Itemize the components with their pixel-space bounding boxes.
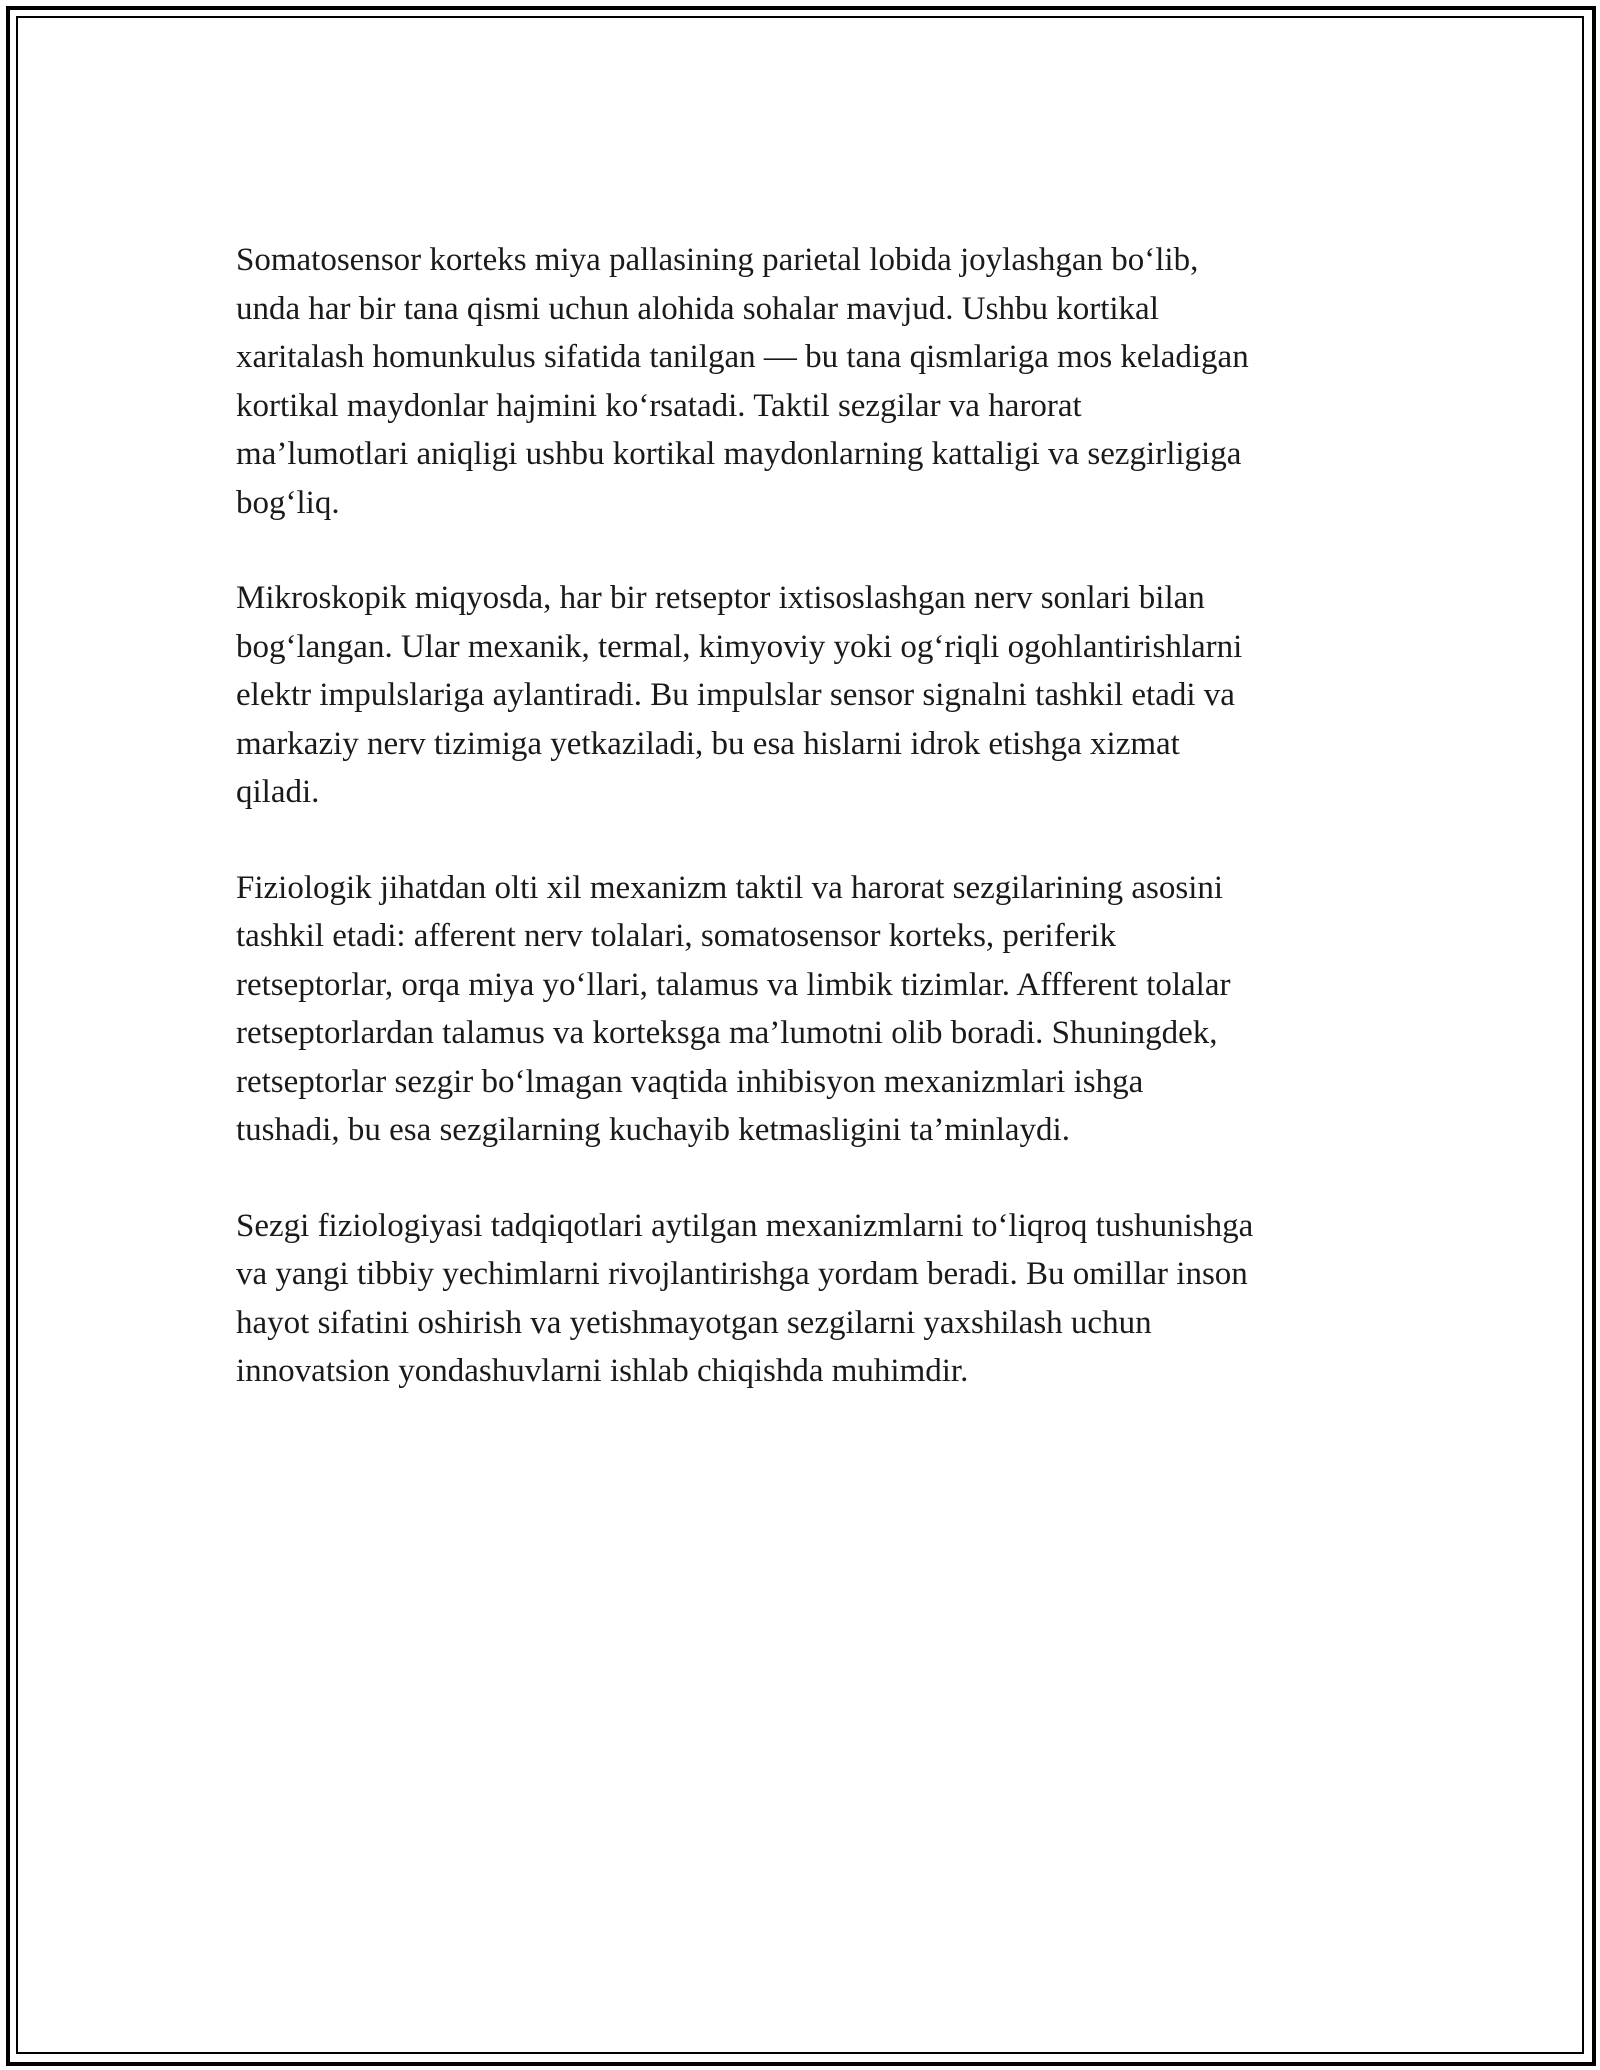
paragraph-line: markaziy nerv tizimiga yetkaziladi, bu esa hislarni idrok etishga xizmat — [236, 725, 1180, 762]
paragraph-line: qiladi. — [236, 774, 320, 810]
paragraph-line: Mikroskopik miqyosda, har bir retseptor ixtisoslashgan nerv sonlari bilan — [236, 580, 1205, 616]
paragraph-line: kortikal maydonlar hajmini ko‘rsatadi. Taktil sezgilar va harorat — [236, 387, 1082, 424]
paragraph-line: ma’lumotlari aniqligi ushbu kortikal maydonlarning kattaligi va sezgirligiga — [236, 436, 1242, 472]
paragraph-line: retseptorlar sezgir bo‘lmagan vaqtida inhibisyon mexanizmlari ishga — [236, 1063, 1144, 1100]
paragraph-3 — [236, 864, 1376, 1155]
paragraph-line: elektr impulslariga aylantiradi. Bu impulslar sensor signalni tashkil etadi va — [236, 677, 1235, 713]
paragraph-line: tushadi, bu esa sezgilarning kuchayib ketmasligini ta’minlaydi. — [236, 1112, 1070, 1148]
document-body — [236, 236, 1376, 1443]
paragraph-line: bog‘liq. — [236, 484, 340, 521]
paragraph-line: innovatsion yondashuvlarni ishlab chiqishda muhimdir. — [236, 1353, 969, 1389]
paragraph-line: bog‘langan. Ular mexanik, termal, kimyoviy yoki og‘riqli ogohlantirishlarni — [236, 628, 1243, 665]
paragraph-line: xaritalash homunkulus sifatida tanilgan — bu tana qismlariga mos keladigan — [236, 339, 1249, 375]
paragraph-line: retseptorlardan talamus va korteksga ma’lumotni olib boradi. Shuningdek, — [236, 1015, 1218, 1051]
paragraph-2 — [236, 574, 1376, 817]
paragraph-line: unda har bir tana qismi uchun alohida sohalar mavjud. Ushbu kortikal — [236, 290, 1159, 327]
paragraph-line: Sezgi fiziologiyasi tadqiqotlari aytilgan mexanizmlarni to‘liqroq tushunishga — [236, 1207, 1254, 1244]
paragraph-line: va yangi tibbiy yechimlarni rivojlantirishga yordam beradi. Bu omillar inson — [236, 1256, 1248, 1292]
paragraph-line: Fiziologik jihatdan olti xil mexanizm taktil va harorat sezgilarining asosini — [236, 869, 1224, 906]
paragraph-4 — [236, 1202, 1376, 1396]
paragraph-1 — [236, 236, 1376, 527]
paragraph-line: retseptorlar, orqa miya yo‘llari, talamus va limbik tizimlar. Affferent tolalar — [236, 966, 1231, 1003]
paragraph-line: hayot sifatini oshirish va yetishmayotgan sezgilarni yaxshilash uchun — [236, 1304, 1152, 1341]
paragraph-line: tashkil etadi: afferent nerv tolalari, somatosensor korteks, periferik — [236, 918, 1117, 954]
paragraph-line: Somatosensor korteks miya pallasining parietal lobida joylashgan bo‘lib, — [236, 242, 1199, 278]
